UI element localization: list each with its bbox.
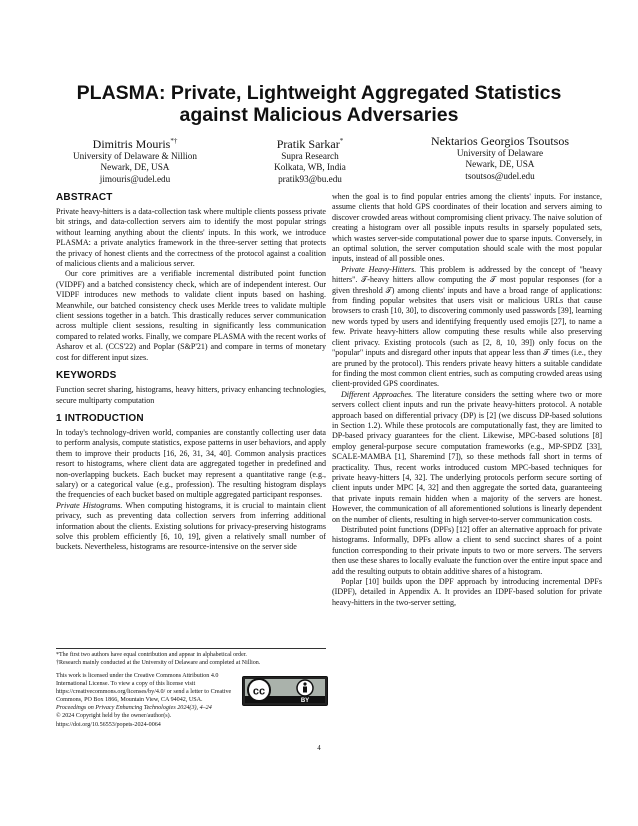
author-2-email[interactable]: pratik93@bu.edu: [278, 173, 342, 184]
right-paragraph-5: Poplar [10] builds upon the DPF approach by introducing incremental DPFs (IDPF), detailed in Appendix A. It provides an IDPF-based solution for private heavy-hitters in the two-server setting,: [332, 577, 602, 607]
author-1-affiliation: University of Delaware & Nillion: [73, 151, 197, 161]
license-block: [56, 672, 326, 729]
private-heavy-hitters-text: This problem is addressed by the concept of "heavy hitters". 𝒯-heavy hitters allow computing the 𝒯 most popular responses (for a given threshold 𝒯) among clients' inputs and have a broad range of applications: from finding popular websites that users visit or malicious URLs that cause browsers to crash [10, 30], to discovering commonly used passwords [39], learning new words typed by users and identifying frequently used emojis [27], to name a few. Private heavy-hitters allow computing these results while also preserving client privacy. Existing protocols (such as [2, 8, 10, 39]) only focus on the "popular" inputs and disregard other inputs that appear less than 𝒯 times (i.e., they are pruned by the protocol). This renders private heavy hitters a suitable candidate for finding the most common client entries, such as computing crowded areas using client-provided GPS coordinates.: [332, 264, 602, 389]
author-2-name: Pratik Sarkar: [276, 137, 340, 151]
right-paragraph-1: when the goal is to find popular entries among the clients' inputs. For instance, assume clients that hold GPS coordinates of their location and servers aiming to discover crowded areas without compromising client privacy. The naive solution of creating a histogram over all possible inputs results in sparsely populated sets, which wastes server-side computational power due to sparse inputs. Conversely, in an optimal solution, the server computation should scale with the most popular inputs, instead of all possible ones.: [332, 192, 602, 264]
author-2-affiliation: Supra Research: [281, 151, 339, 161]
intro-paragraph-2: [56, 501, 326, 553]
author-1-marks: *†: [170, 137, 178, 145]
copyright-line: © 2024 Copyright held by the owner/author(s).: [56, 713, 172, 720]
footnotes: [56, 648, 326, 667]
author-2: [235, 134, 385, 185]
footnote-2: †Research mainly conducted at the University of Delaware and completed at Nillion.: [56, 660, 261, 666]
paper-title: PLASMA: Private, Lightweight Aggregated Statistics against Malicious Adversaries: [76, 82, 562, 126]
right-column: [332, 192, 602, 608]
svg-text:cc: cc: [252, 685, 266, 698]
different-approaches-text: The literature considers the setting where two or more servers collect client inputs and run the private heavy-hitters protocol. A notable approach based on differential privacy (DP) is [2] (we discuss DP-based solutions in Section 1.2). While these protocols are computationally fast, they are limited to DP-based privacy guarantees for the client. Likewise, MPC-based solutions [8] employ general-purpose secure computation frameworks (e.g., MP-SPDZ [33], SCALE-MAMBA [1], Sharemind [7]), so these methods fall short in terms of practicality. Thus, recent works introduced custom MPC-based techniques for private heavy-hitters [4, 32]. The underlying protocols perform secure sorting of client inputs under MPC [4, 32] and then aggregate the sorted data, guaranteeing that private inputs remain hidden when a majority of the servers are honest. However, the communication of all aforementioned solutions is linearly dependent on the number of clients, resulting in high server-to-server communication costs.: [332, 389, 602, 524]
page-number: 4: [317, 744, 321, 752]
badge-by-text: BY: [300, 698, 310, 704]
author-1-name: Dimitris Mouris: [92, 137, 171, 151]
keywords-heading: KEYWORDS: [56, 370, 117, 382]
author-1-location: Newark, DE, USA: [100, 162, 170, 173]
right-paragraph-4: Distributed point functions (DPFs) [12] offer an alternative approach for private histograms. Informally, DPFs allow a client to send succinct shares of a point function corresponding to their private inputs to two or more servers. The servers then use these shares to locally evaluate the function over the entire input space and add the resulting outputs to obtain additive shares of a histogram.: [332, 525, 602, 576]
private-histograms-text: When computing histograms, it is crucial to maintain client privacy, such as preventing data collection servers from inferring additional information about the clients. Existing solutions for privacy-preserving histograms solve this problem efficiently [6, 10, 19], given a relatively small number of buckets. Nevertheless, histograms are resource-intensive on the server side: [56, 500, 326, 552]
right-paragraph-3: [332, 390, 602, 525]
author-1-email[interactable]: jimouris@udel.edu: [99, 173, 171, 184]
keywords-text: Function secret sharing, histograms, heavy hitters, privacy enhancing technologies, secure multiparty computation: [56, 385, 326, 405]
right-paragraph-2: [332, 265, 602, 390]
license-text: [56, 672, 232, 729]
footnote-1: *The first two authors have equal contribution and appear in alphabetical order.: [56, 652, 247, 658]
author-1: [50, 134, 220, 185]
author-3-name: Nektarios Georgios Tsoutsos: [430, 134, 570, 148]
cc-by-badge-icon[interactable]: [242, 676, 328, 706]
abstract-heading: ABSTRACT: [56, 192, 113, 203]
private-histograms-runin: Private Histograms.: [56, 500, 123, 510]
private-heavy-hitters-runin: Private Heavy-Hitters.: [341, 264, 417, 274]
intro-paragraph-1: In today's technology-driven world, companies are constantly collecting user data to perform analysis, compute statistics, expose patterns in user behaviors, and apply them to improve their products [16, 26, 31, 34, 40]. Common analysis practices resort to histograms, where client data are aggregated together in predefined and non-overlapping buckets. Each bucket may represent a quantitative range (e.g., salary) or a categorical value (e.g., profession). The resulting histogram displays the frequencies of each bucket based on multiple aggregated participant responses.: [56, 427, 326, 500]
author-2-location: Kolkata, WB, India: [274, 162, 346, 173]
license-statement: This work is licensed under the Creative Commons Attribution 4.0 International License. To view a copy of this license visit https://creativecommons.org/licenses/by/4.0/ or send a letter to Creative Commons, PO Box 1866, Mountain View, CA 94042, USA.: [56, 673, 232, 704]
author-3-email[interactable]: tsoutsos@udel.edu: [465, 170, 535, 181]
abstract-paragraph-1: Private heavy-hitters is a data-collection task where multiple clients possess private bit strings, and data-collection servers aim to identify the most popular strings without learning anything about the clients' inputs. In this work, we introduce PLASMA: a private analytics framework in the three-server setting that protects the privacy of honest clients and the correctness of the protocol against a coalition of malicious clients and a malicious server.: [56, 207, 326, 269]
author-3-affiliation: University of Delaware: [456, 148, 544, 158]
different-approaches-runin: Different Approaches.: [341, 389, 414, 399]
cc-by-logo: [243, 677, 327, 705]
abstract-paragraph-2: Our core primitives are a verifiable incremental distributed point function (VIDPF) and a batched consistency check, which are of independent interest. Our VIDPF introduces new methods to validate client inputs based on hashing. Meanwhile, our batched consistency check uses Merkle trees to validate multiple client sessions together in a batch. This drastically reduces server communication across multiple client sessions, resulting in significantly less communication compared to related works. Finally, we compare PLASMA with the recent works of Asharov et al. (CCS'22) and Poplar (S&P'21) and compare in terms of monetary cost for different input sizes.: [56, 269, 326, 362]
author-3: [400, 134, 600, 182]
doi-link[interactable]: https://doi.org/10.56553/popets-2024-0064: [56, 721, 161, 728]
proceedings-line: Proceedings on Privacy Enhancing Technologies 2024(3), 4–24: [56, 705, 212, 712]
author-3-location: Newark, DE, USA: [465, 159, 535, 170]
introduction-heading: 1 INTRODUCTION: [56, 412, 144, 424]
author-block: [40, 134, 598, 184]
left-column: [56, 192, 326, 553]
author-2-marks: *: [339, 137, 344, 145]
